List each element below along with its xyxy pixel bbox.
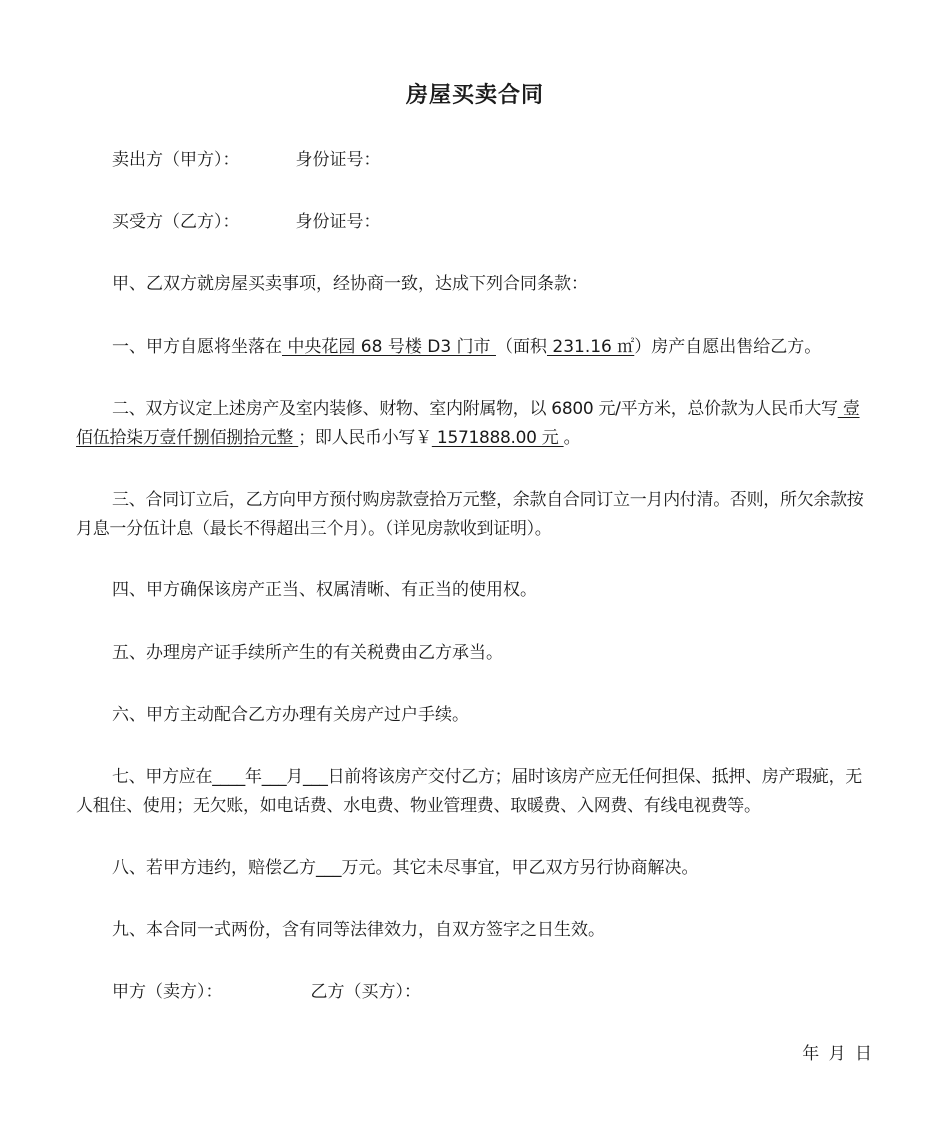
- signature-row: [112, 978, 912, 1007]
- clause-8: 八、若甲方违约，赔偿乙方___万元。其它未尽事宜，甲乙双方另行协商解决。: [112, 858, 699, 878]
- clause-2: [76, 395, 876, 453]
- clause-2-suffix: 。: [563, 428, 581, 448]
- clause-7: 七、甲方应在____年___月___日前将该房产交付乙方；届时该房产应无任何担保、抵押、房产瑕疵，无人租住、使用；无欠账，如电话费、水电费、物业管理费、取暖费、入网费、有线电视费等。: [76, 767, 862, 816]
- buyer-id-label: 身份证号：: [295, 212, 381, 232]
- clause-1-suffix: ）房产自愿出售给乙方。: [634, 337, 822, 357]
- clause-6: 六、甲方主动配合乙方办理有关房产过户手续。: [112, 705, 469, 725]
- clause-2-mid: ；即人民币小写￥: [298, 428, 432, 448]
- buyer-label: 买受方（乙方）：: [112, 212, 240, 232]
- clause-5: 五、办理房产证手续所产生的有关税费由乙方承当。: [112, 643, 503, 663]
- clause-3: 三、合同订立后，乙方向甲方预付购房款壹拾万元整，余款自合同订立一月内付清。否则，所欠余款按月息一分伍计息（最长不得超出三个月）。（详见房款收到证明）。: [76, 490, 864, 539]
- signing-date: 年 月 日: [802, 1044, 874, 1064]
- seller-row: [112, 146, 912, 175]
- clause-2-prefix: 大写: [804, 399, 838, 419]
- party-a-signature-label: 甲方（卖方）：: [112, 982, 223, 1002]
- clause-9: 九、本合同一式两份，含有同等法律效力，自双方签字之日生效。: [112, 920, 605, 940]
- amount-in-words: 壹佰伍拾柒万壹仟捌佰捌拾元整: [76, 399, 860, 448]
- clause-1: [112, 333, 912, 362]
- clause-2-line-1: 二、双方议定上述房产及室内装修、财物、室内附属物，以 6800 元/平方米，总价款为人民币: [112, 399, 805, 419]
- seller-label: 卖出方（甲方）：: [112, 150, 240, 170]
- amount-in-figures: 1571888.00 元: [431, 428, 564, 448]
- property-location: 中央花园 68 号楼 D3 门市: [282, 337, 496, 357]
- clause-1-prefix: 一、甲方自愿将坐落在: [112, 337, 282, 357]
- clause-4: 四、甲方确保该房产正当、权属清晰、有正当的使用权。: [112, 580, 537, 600]
- party-b-signature-label: 乙方（买方）：: [310, 982, 421, 1002]
- buyer-row: [112, 208, 912, 237]
- clause-1-mid: （面积: [495, 337, 547, 357]
- document-title: 房屋买卖合同: [405, 83, 544, 108]
- property-area: 231.16 ㎡: [546, 337, 635, 357]
- seller-id-label: 身份证号：: [295, 150, 381, 170]
- intro-paragraph: 甲、乙双方就房屋买卖事项，经协商一致，达成下列合同条款：: [112, 274, 588, 294]
